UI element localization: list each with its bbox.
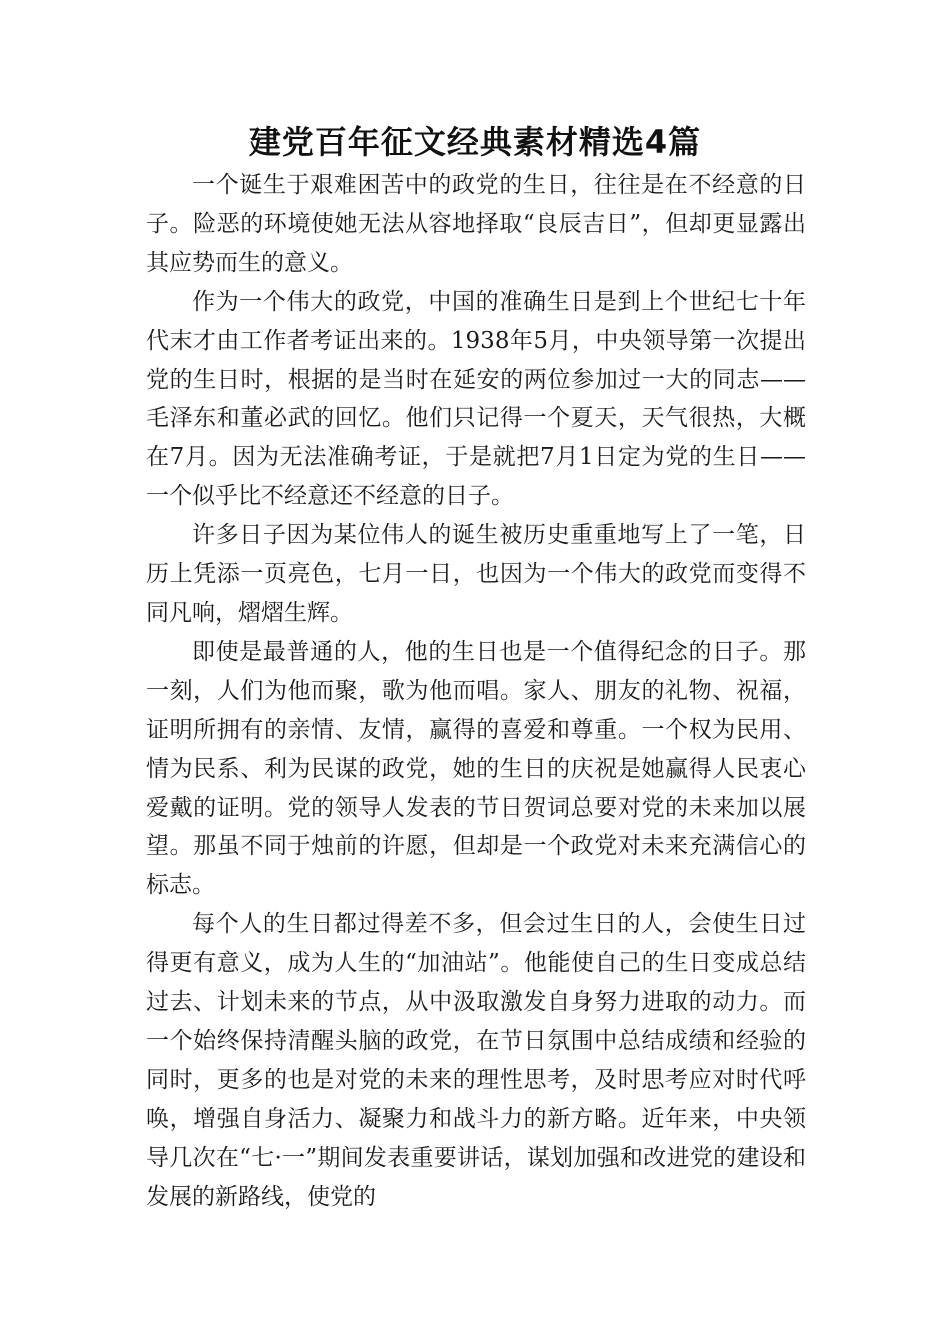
paragraph-1: 一个诞生于艰难困苦中的政党的生日，往往是在不经意的日子。险恶的环境使她无法从容地择取“良辰吉日”，但却更显露出其应势而生的意义。 (146, 172, 806, 276)
document-title: 建党百年征文经典素材精选4篇 (248, 123, 702, 161)
paragraph-4: 即使是最普通的人，他的生日也是一个值得纪念的日子。那一刻，人们为他而聚，歌为他而唱。家人、朋友的礼物、祝福，证明所拥有的亲情、友情，赢得的喜爱和尊重。一个权为民用、情为民系、利为民谋的政党，她的生日的庆祝是她赢得人民衷心爱戴的证明。党的领导人发表的节日贺词总要对党的未来加以展望。那虽不同于烛前的许愿，但却是一个政党对未来充满信心的标志。 (146, 638, 806, 899)
paragraph-2: 作为一个伟大的政党，中国的准确生日是到上个世纪七十年代末才由工作者考证出来的。1938年5月，中央领导第一次提出党的生日时，根据的是当时在延安的两位参加过一大的同志——毛泽东和董必武的回忆。他们只记得一个夏天，天气很热，大概在7月。因为无法准确考证，于是就把7月1日定为党的生日——一个似乎比不经意还不经意的日子。 (146, 288, 806, 510)
paragraph-5: 每个人的生日都过得差不多，但会过生日的人，会使生日过得更有意义，成为人生的“加油站”。他能使自己的生日变成总结过去、计划未来的节点，从中汲取激发自身努力进取的动力。而一个始终保持清醒头脑的政党，在节日氛围中总结成绩和经验的同时，更多的也是对党的未来的理性思考，及时思考应对时代呼唤，增强自身活力、凝聚力和战斗力的新方略。近年来，中央领导几次在“七·一”期间发表重要讲话，谋划加强和改进党的建设和发展的新路线，使党的 (146, 911, 806, 1210)
document-body (146, 166, 806, 1216)
paragraph-3: 许多日子因为某位伟人的诞生被历史重重地写上了一笔，日历上凭添一页亮色，七月一日，也因为一个伟大的政党而变得不同凡响，熠熠生辉。 (146, 522, 806, 626)
